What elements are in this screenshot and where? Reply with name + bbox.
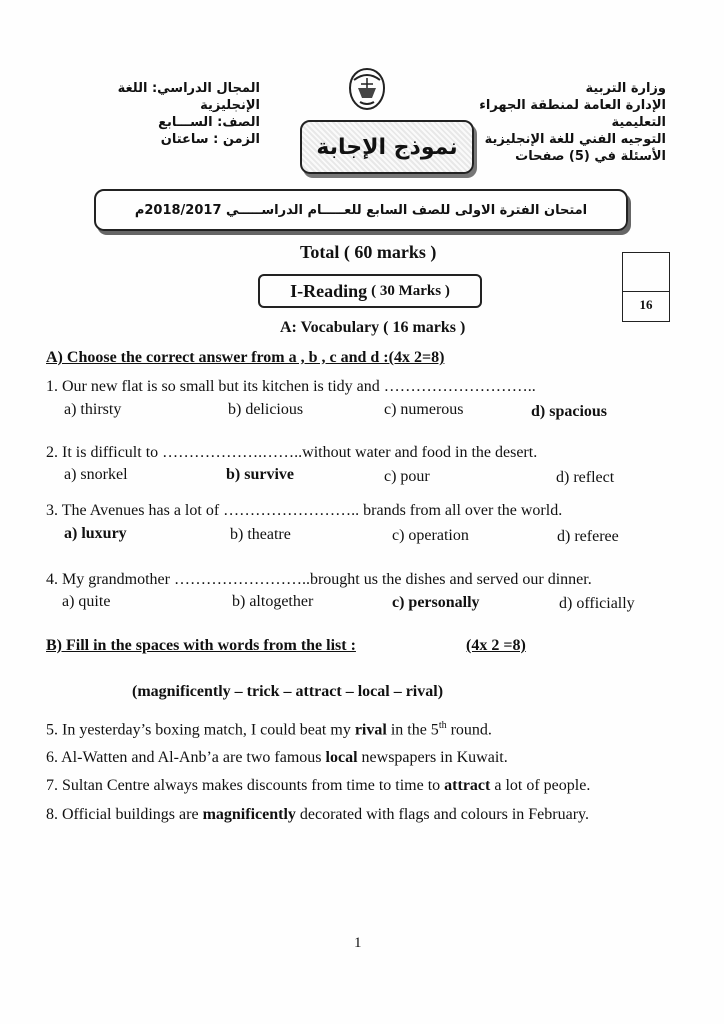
sentence-6: 6. Al-Watten and Al-Anb’a are two famous local newspapers in Kuwait. xyxy=(46,749,508,766)
supervision-line: التوجيه الفني للغة الإنجليزية xyxy=(484,132,666,147)
q4-option-c-answer: c) personally xyxy=(392,594,480,611)
exam-title: امتحان الفترة الاولى للصف السابع للعـــــام الدراســـــي 2018/2017م xyxy=(134,202,588,218)
answer-magnificently: magnificently xyxy=(202,806,296,823)
directorate-line: الإدارة العامة لمنطقة الجهراء التعليمية xyxy=(479,98,666,130)
total-marks: Total ( 60 marks ) xyxy=(300,242,437,262)
kuwait-emblem-icon xyxy=(346,66,388,112)
exam-title-box xyxy=(94,189,628,231)
question-1: 1. Our new flat is so small but its kitchen is tidy and ……………………….. xyxy=(46,378,536,395)
page-number: 1 xyxy=(354,935,362,951)
header-left-block xyxy=(80,80,260,148)
section-b-marks: (4x 2 =8) xyxy=(466,637,526,654)
reading-title-box xyxy=(258,274,482,308)
reading-title: I-Reading xyxy=(290,280,368,301)
answer-attract: attract xyxy=(444,777,491,794)
sentence-7: 7. Sultan Centre always makes discounts from time to time to attract a lot of people. xyxy=(46,777,591,794)
answer-local: local xyxy=(325,749,358,766)
q2-option-a: a) snorkel xyxy=(64,466,128,483)
q4-option-d: d) officially xyxy=(559,595,635,612)
pages-line: الأسئلة في (5) صفحات xyxy=(515,149,666,164)
q3-option-a-answer: a) luxury xyxy=(64,525,127,542)
score-value: 16 xyxy=(639,297,653,312)
q3-option-c: c) operation xyxy=(392,527,469,544)
q2-option-d: d) reflect xyxy=(556,469,615,486)
section-a-heading: A) Choose the correct answer from a , b , c and d :(4x 2=8) xyxy=(46,349,445,366)
section-b-heading: B) Fill in the spaces with words from the list : xyxy=(46,637,356,654)
sentence-8: 8. Official buildings are magnificently decorated with flags and colours in February. xyxy=(46,806,589,823)
answer-rival: rival xyxy=(354,721,387,739)
question-2: 2. It is difficult to ……………….……..without water and food in the desert. xyxy=(46,444,538,461)
q1-option-b: b) delicious xyxy=(228,401,304,418)
time-line: الزمن : ساعتان xyxy=(160,132,260,147)
q1-option-c: c) numerous xyxy=(384,401,464,418)
q1-option-d-answer: d) spacious xyxy=(531,403,608,420)
answer-model-box xyxy=(300,120,474,174)
q3-option-b: b) theatre xyxy=(230,526,291,543)
question-3: 3. The Avenues has a lot of …………………….. brands from all over the world. xyxy=(46,502,563,519)
sentence-5: 5. In yesterday’s boxing match, I could beat my rival in the 5th round. xyxy=(46,720,492,739)
header-right-block xyxy=(456,80,666,165)
grade-line: الصف: الســـابع xyxy=(158,115,260,130)
answer-model-label: نموذج الإجابة xyxy=(316,134,458,160)
reading-marks: ( 30 Marks ) xyxy=(371,282,450,299)
word-list: (magnificently – trick – attract – local – rival) xyxy=(132,683,444,700)
question-4: 4. My grandmother ……………………..brought us the dishes and served our dinner. xyxy=(46,571,592,588)
q1-option-a: a) thirsty xyxy=(64,401,122,418)
q3-option-d: d) referee xyxy=(557,528,619,545)
subject-line: المجال الدراسي: اللغة الإنجليزية xyxy=(117,81,260,113)
q2-option-b-answer: b) survive xyxy=(226,466,294,483)
score-box xyxy=(622,252,670,322)
ministry-line: وزارة التربية xyxy=(585,81,666,96)
q2-option-c: c) pour xyxy=(384,468,430,485)
q4-option-b: b) altogether xyxy=(232,593,314,610)
vocabulary-title: A: Vocabulary ( 16 marks ) xyxy=(280,319,466,336)
q4-option-a: a) quite xyxy=(62,593,111,610)
score-divider xyxy=(623,291,669,292)
